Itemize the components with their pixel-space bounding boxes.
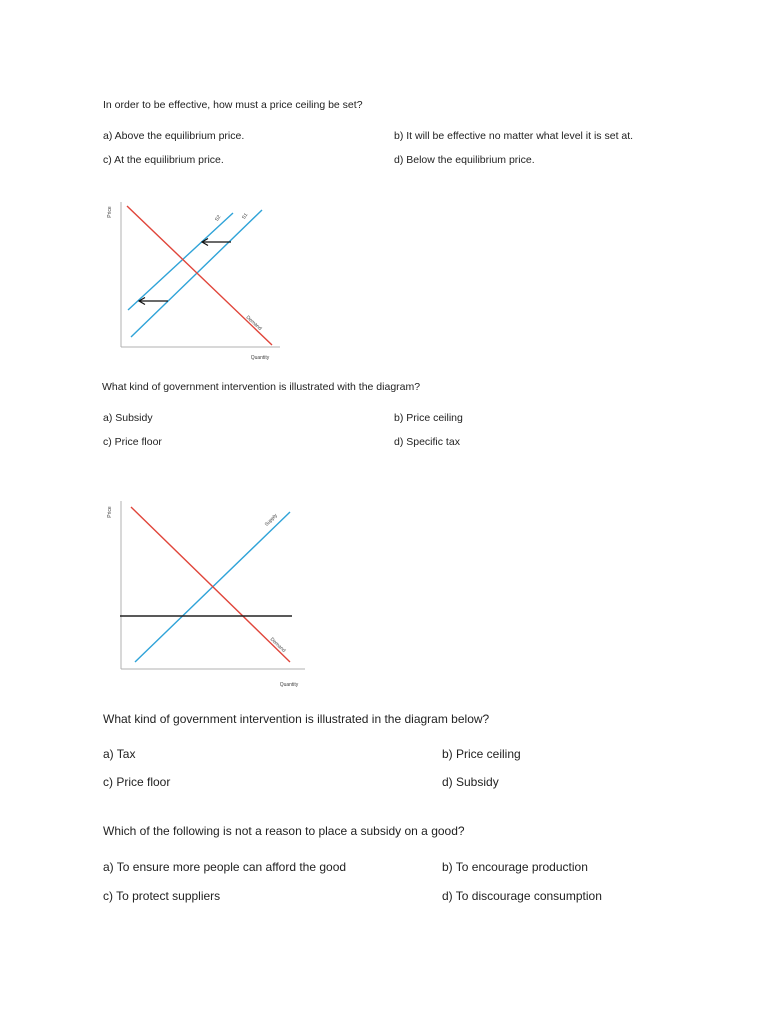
question-3-option-c[interactable]: c) Price floor (103, 775, 171, 789)
demand-label: Demand (244, 314, 263, 332)
question-2-option-c[interactable]: c) Price floor (103, 436, 162, 448)
question-1-option-a[interactable]: a) Above the equilibrium price. (103, 130, 245, 142)
question-3-option-b[interactable]: b) Price ceiling (442, 747, 521, 761)
question-2-option-d[interactable]: d) Specific tax (394, 436, 460, 448)
x-axis-label: Quantity (250, 355, 270, 361)
question-2-option-b[interactable]: b) Price ceiling (394, 412, 463, 424)
question-1-option-b[interactable]: b) It will be effective no matter what level it is set at. (394, 130, 634, 142)
s2-label: S2 (213, 214, 223, 223)
question-3-option-d[interactable]: d) Subsidy (442, 775, 499, 789)
s1-label: S1 (240, 212, 250, 221)
question-4-option-b[interactable]: b) To encourage production (442, 860, 588, 874)
y-axis-label: Price (107, 506, 113, 518)
question-3-text: What kind of government intervention is illustrated in the diagram below? (103, 712, 490, 726)
demand-curve (131, 507, 290, 662)
question-4-option-a[interactable]: a) To ensure more people can afford the good (103, 860, 347, 874)
x-axis-label: Quantity (279, 682, 299, 688)
question-1-option-c[interactable]: c) At the equilibrium price. (103, 154, 224, 166)
question-4-option-c[interactable]: c) To protect suppliers (103, 889, 221, 903)
question-4-text: Which of the following is not a reason to place a subsidy on a good? (103, 824, 465, 838)
question-1-option-d[interactable]: d) Below the equilibrium price. (394, 154, 535, 166)
question-2-option-a[interactable]: a) Subsidy (103, 412, 153, 424)
question-1-text: In order to be effective, how must a price ceiling be set? (103, 99, 363, 111)
question-2-text: What kind of government intervention is illustrated with the diagram? (102, 381, 421, 393)
y-axis-label: Price (107, 206, 113, 218)
question-3-option-a[interactable]: a) Tax (103, 747, 136, 761)
supply-label: Supply (263, 512, 279, 528)
demand-label: Demand (268, 636, 287, 654)
question-4-option-d[interactable]: d) To discourage consumption (442, 889, 602, 903)
